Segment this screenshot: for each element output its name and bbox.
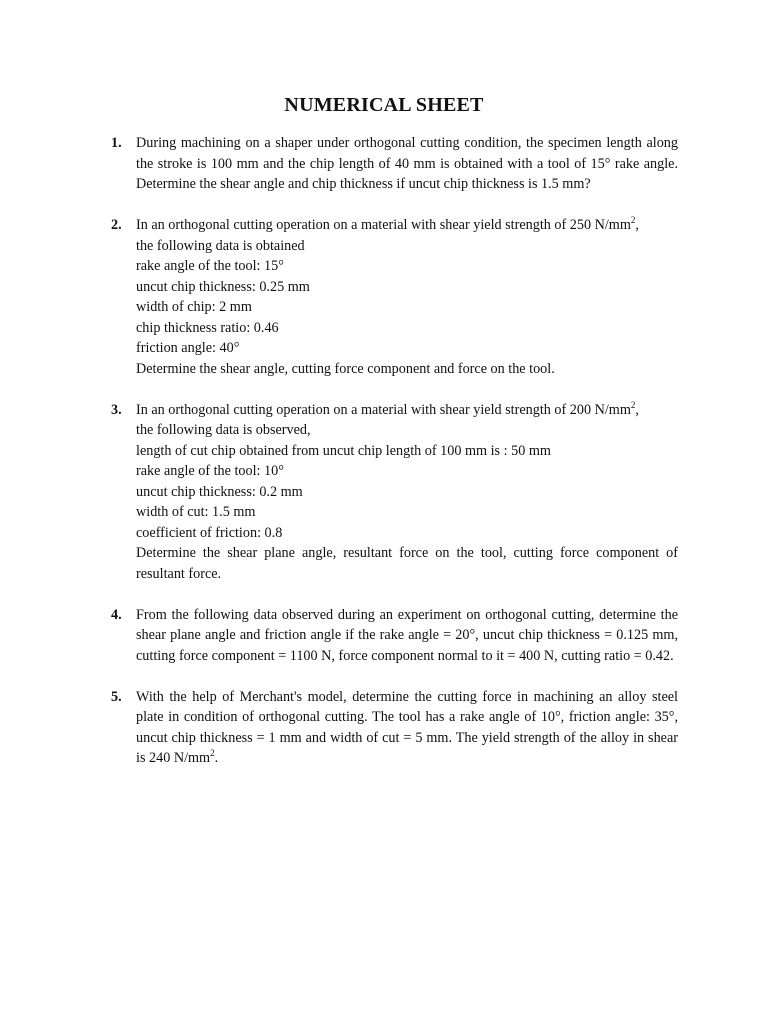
superscript: 2	[630, 215, 636, 225]
question-intro-line: the following data is observed,	[136, 422, 311, 438]
question-number: 4.	[111, 606, 122, 623]
question-1	[111, 133, 678, 195]
data-line: rake angle of the tool: 15°	[136, 258, 284, 274]
page-title: NUMERICAL SHEET	[284, 94, 484, 116]
question-number: 5.	[111, 688, 122, 705]
question-intro-line: the following data is obtained	[136, 237, 305, 254]
question-number: 2.	[111, 217, 122, 233]
question-5	[111, 687, 678, 769]
question-closing: Determine the shear angle, cutting force component and force on the tool.	[136, 360, 555, 377]
data-line: uncut chip thickness: 0.25 mm	[136, 278, 310, 295]
question-text: With the help of Merchant's model, determine the cutting force in machining an alloy steel plate in condition of orthogonal cutting. The tool has a rake angle of 10°, friction angle: 35°, uncut chip thickness = 1 mm and width of cut = 5 mm. The yield strength of the alloy in shear is 240 $N/mm^2$.	[136, 688, 678, 766]
data-line: width of cut: 1.5 mm	[136, 504, 256, 520]
data-line: coefficient of friction: 0.8	[136, 524, 283, 541]
question-text: From the following data observed during an experiment on orthogonal cutting, determine the shear plane angle and friction angle if the rake angle = 20°, uncut chip thickness = 0.125 mm, cutting force component = 1100 N, force component normal to it = 400 N, cutting ratio = 0.42.	[136, 606, 678, 664]
question-number: 1.	[111, 135, 122, 151]
question-2	[111, 215, 678, 379]
question-list	[111, 133, 678, 769]
question-closing: Determine the shear plane angle, resultant force on the tool, cutting force component of resultant force.	[136, 545, 678, 582]
question-intro: In an orthogonal cutting operation on a material with shear yield strength of 250 $N/mm^2$,	[136, 215, 639, 233]
question-text: During machining on a shaper under orthogonal cutting condition, the specimen length along the stroke is 100 mm and the chip length of 40 mm is obtained with a tool of 15° rake angle. Determine the shear angle and chip thickness if uncut chip thickness is 1.5 mm?	[136, 135, 678, 192]
question-number: 3.	[111, 401, 122, 418]
superscript: 2	[630, 399, 636, 410]
question-3	[111, 400, 678, 585]
data-line: friction angle: 40°	[136, 340, 240, 356]
data-line: length of cut chip obtained from uncut chip length of 100 mm is : 50 mm	[136, 442, 551, 459]
data-line: chip thickness ratio: 0.46	[136, 319, 279, 336]
question-4	[111, 605, 678, 667]
superscript: 2	[210, 748, 215, 758]
data-line: rake angle of the tool: 10°	[136, 463, 284, 479]
question-intro: In an orthogonal cutting operation on a material with shear yield strength of 200 $N/mm^2$,	[136, 399, 639, 418]
data-line: uncut chip thickness: 0.2 mm	[136, 483, 303, 500]
data-line: width of chip: 2 mm	[136, 299, 252, 315]
